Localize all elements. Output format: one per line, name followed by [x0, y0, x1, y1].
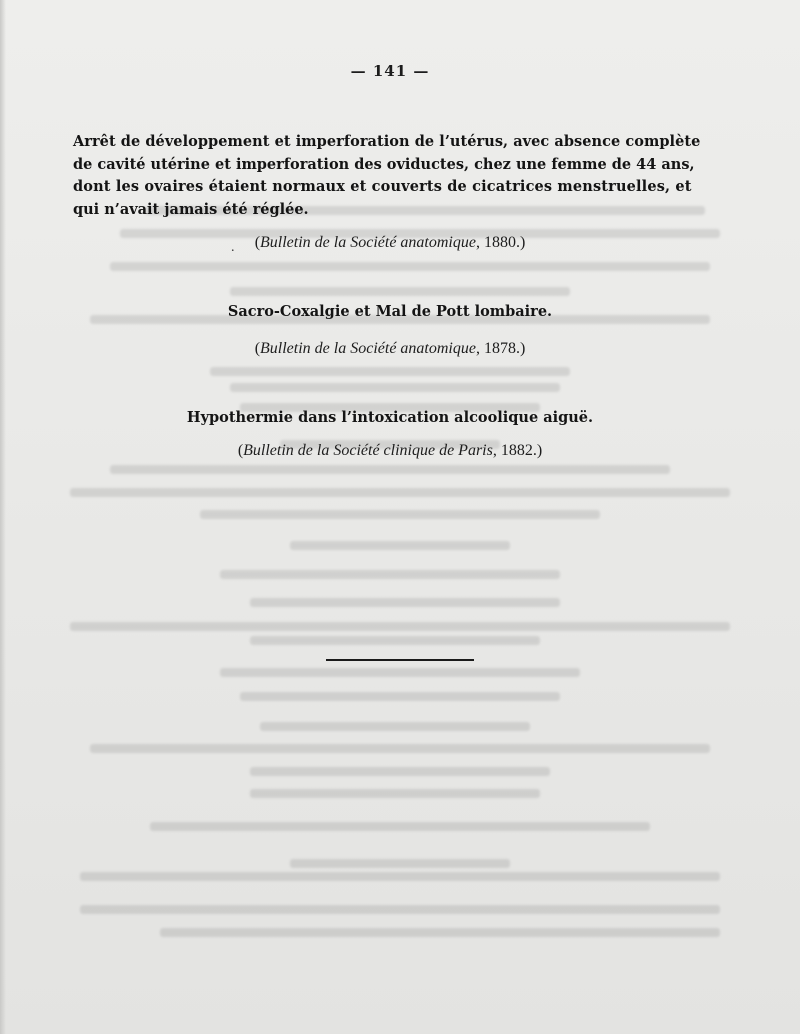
entry-title-line: de cavité utérine et imperforation des oviductes, chez une femme de 44 ans,	[73, 155, 695, 173]
citation-year: , 1878.)	[475, 340, 526, 357]
page-number: — 141 —	[350, 62, 430, 80]
citation-bulletin-anatomique-1880: (Bulletin de la Société anatomique, 1880.)	[254, 234, 526, 251]
citation-bulletin-anatomique-1878: (Bulletin de la Société anatomique, 1878.)	[254, 340, 526, 357]
entry-title-hypothermie: Hypothermie dans l’intoxication alcoolique aiguë.	[186, 409, 594, 426]
entry-title-line: Arrêt de développement et imperforation de l’utérus, avec absence complète	[73, 133, 701, 150]
citation-year: , 1882.)	[492, 442, 543, 459]
entry-title-line: dont les ovaires étaient normaux et couverts de cicatrices menstruelles, et	[73, 178, 692, 195]
entry-title-sacro-coxalgie: Sacro-Coxalgie et Mal de Pott lombaire.	[227, 303, 553, 320]
citation-journal: Bulletin de la Société clinique de Paris	[243, 442, 493, 459]
page-edge-shadow	[0, 0, 6, 1034]
citation-journal: Bulletin de la Société anatomique	[260, 340, 476, 357]
citation-journal: Bulletin de la Société anatomique	[260, 234, 476, 251]
citation-bulletin-clinique-1882: (Bulletin de la Société clinique de Paris, 1882.)	[237, 442, 543, 459]
entry-title-line: qui n’avait jamais été réglée.	[73, 200, 309, 218]
entry-title-uterus	[73, 131, 743, 221]
stray-dot-mark: .	[231, 240, 235, 255]
citation-year: , 1880.)	[475, 234, 526, 251]
section-divider-rule	[326, 659, 474, 661]
